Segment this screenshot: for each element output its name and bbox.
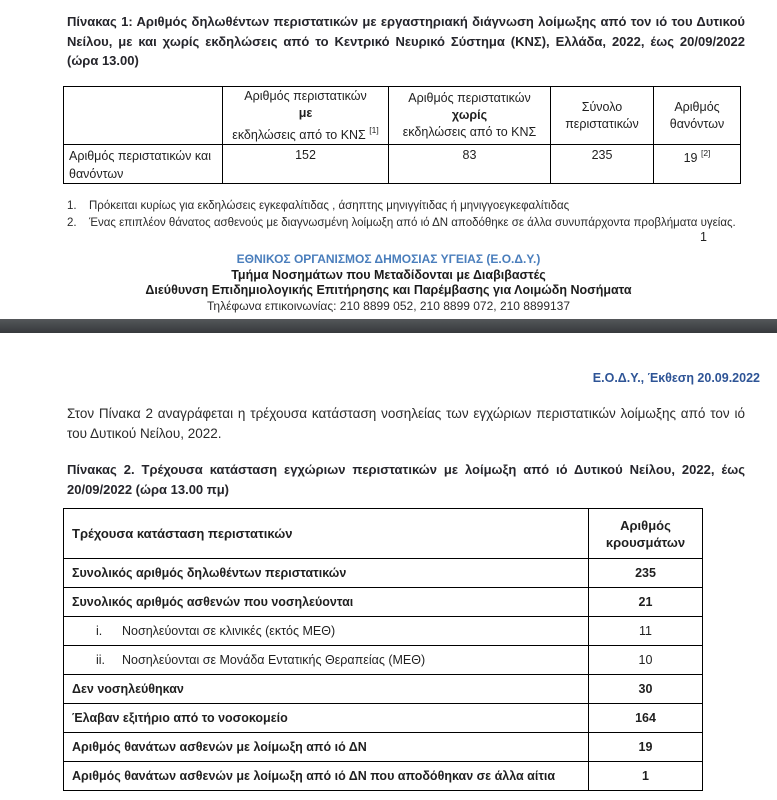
table-row bbox=[64, 559, 703, 588]
table2-header-row bbox=[64, 509, 703, 559]
row-value: 10 bbox=[589, 646, 703, 675]
row-value: 21 bbox=[589, 588, 703, 617]
row-value: 19 bbox=[589, 733, 703, 762]
table1-value-without-cns: 83 bbox=[389, 145, 551, 184]
row-value: 11 bbox=[589, 617, 703, 646]
table2-header-status: Τρέχουσα κατάσταση περιστατικών bbox=[64, 509, 589, 559]
table1-header-empty bbox=[64, 87, 223, 145]
footnote-number: 1. bbox=[67, 200, 77, 212]
organization-footer bbox=[0, 252, 777, 314]
table-row-sub bbox=[64, 617, 703, 646]
org-department: Τμήμα Νοσημάτων που Μεταδίδονται με Διαβιβαστές bbox=[231, 267, 546, 282]
table1-title: Πίνακας 1: Αριθμός δηλωθέντων περιστατικών με εργαστηριακή διάγνωση λοίμωξης από τον ιό του Δυτικού Νείλου, με και χωρίς εκδηλώσεις από το Κεντρικό Νευρικό Σύστημα (ΚΝΣ), Ελλάδα, 2022, έως 20/09/2022 (ώρα 13.00) bbox=[67, 14, 745, 68]
table1-value-with-cns: 152 bbox=[223, 145, 389, 184]
table2-current-status bbox=[63, 508, 703, 791]
footnote-ref-1: [1] bbox=[369, 124, 379, 135]
page-number: 1 bbox=[700, 230, 707, 244]
footnote-2 bbox=[67, 215, 757, 232]
org-directorate: Διεύθυνση Επιδημιολογικής Επιτήρησης και Παρέμβασης για Λοιμώδη Νοσήματα bbox=[145, 283, 632, 297]
footnote-text: Ένας επιπλέον θάνατος ασθενούς με διαγνωσμένη λοίμωξη από ιό ΔΝ αποδόθηκε σε άλλα συνυπάρχοντα προβλήματα υγείας. bbox=[89, 217, 736, 229]
table-row bbox=[64, 675, 703, 704]
footnote-text: Πρόκειται κυρίως για εκδηλώσεις εγκεφαλίτιδας , άσηπτης μηνιγγίτιδας ή μηνιγγοεγκεφαλίτιδας bbox=[89, 200, 570, 212]
table-row bbox=[64, 588, 703, 617]
table1-header-without-cns bbox=[389, 87, 551, 145]
row-label: ii. Νοσηλεύονται σε Μονάδα Εντατικής Θεραπείας (ΜΕΘ) bbox=[64, 646, 589, 675]
table-row bbox=[64, 733, 703, 762]
list-marker: i. bbox=[96, 624, 103, 638]
row-label: Συνολικός αριθμός ασθενών που νοσηλεύονται bbox=[64, 588, 589, 617]
header-line-emphasis: με bbox=[298, 105, 313, 120]
row-value: 1 bbox=[589, 762, 703, 791]
table1-header-row bbox=[64, 87, 741, 145]
row-label: Συνολικός αριθμός δηλωθέντων περιστατικών bbox=[64, 559, 589, 588]
row-value: 30 bbox=[589, 675, 703, 704]
row-label: i. Νοσηλεύονται σε κλινικές (εκτός ΜΕΘ) bbox=[64, 617, 589, 646]
page-separator-bar bbox=[0, 319, 777, 333]
header-line-emphasis: χωρίς bbox=[451, 108, 488, 122]
footnote-1 bbox=[67, 198, 757, 215]
row-label: Έλαβαν εξιτήριο από το νοσοκομείο bbox=[64, 704, 589, 733]
footnote-ref-2: [2] bbox=[700, 148, 711, 158]
table-row-sub bbox=[64, 646, 703, 675]
table1-value-total: 235 bbox=[551, 145, 654, 184]
footnotes bbox=[67, 198, 757, 232]
row-value: 164 bbox=[589, 704, 703, 733]
table1-row-label: Αριθμός περιστατικών και θανόντων bbox=[64, 145, 223, 184]
table2-header-count: Αριθμός κρουσμάτων bbox=[589, 509, 703, 559]
footnote-number: 2. bbox=[67, 217, 77, 229]
table2-title: Πίνακας 2. Τρέχουσα κατάσταση εγχώριων περιστατικών με λοίμωξη από ιό Δυτικού Νείλου, 2022, έως 20/09/2022 (ώρα 13.00 πμ) bbox=[67, 462, 745, 497]
report-header: Ε.Ο.Δ.Υ., Έκθεση 20.09.2022 bbox=[592, 371, 760, 385]
header-line: εκδηλώσεις από το ΚΝΣ [1] bbox=[232, 124, 379, 142]
table1-data-row bbox=[64, 145, 741, 184]
row-label: Δεν νοσηλεύθηκαν bbox=[64, 675, 589, 704]
intro-paragraph: Στον Πίνακα 2 αναγράφεται η τρέχουσα κατάσταση νοσηλείας των εγχώριων περιστατικών λοίμωξης από τον ιό του Δυτικού Νείλου, 2022. bbox=[67, 406, 745, 441]
row-label: Αριθμός θανάτων ασθενών με λοίμωξη από ιό ΔΝ που αποδόθηκαν σε άλλα αίτια bbox=[64, 762, 589, 791]
row-value: 235 bbox=[589, 559, 703, 588]
table-row bbox=[64, 762, 703, 791]
table1-cases-summary bbox=[63, 86, 741, 184]
org-name: ΕΘΝΙΚΟΣ ΟΡΓΑΝΙΣΜΟΣ ΔΗΜΟΣΙΑΣ ΥΓΕΙΑΣ (Ε.Ο.Δ.Υ.) bbox=[236, 252, 541, 266]
row-label: Αριθμός θανάτων ασθενών με λοίμωξη από ιό ΔΝ bbox=[64, 733, 589, 762]
table1-header-total: Σύνολο περιστατικών bbox=[551, 87, 654, 145]
table1-header-deaths: Αριθμός θανόντων bbox=[654, 87, 741, 145]
header-line: Αριθμός περιστατικών bbox=[408, 91, 531, 105]
header-line: Αριθμός περιστατικών bbox=[244, 88, 367, 103]
table1-value-deaths: 19 [2] bbox=[654, 145, 741, 184]
header-line: εκδηλώσεις από το ΚΝΣ bbox=[402, 125, 537, 139]
org-phones: Τηλέφωνα επικοινωνίας: 210 8899 052, 210 8899 072, 210 8899137 bbox=[206, 298, 571, 313]
table1-header-with-cns bbox=[223, 87, 389, 145]
list-marker: ii. bbox=[96, 653, 106, 667]
table-row bbox=[64, 704, 703, 733]
